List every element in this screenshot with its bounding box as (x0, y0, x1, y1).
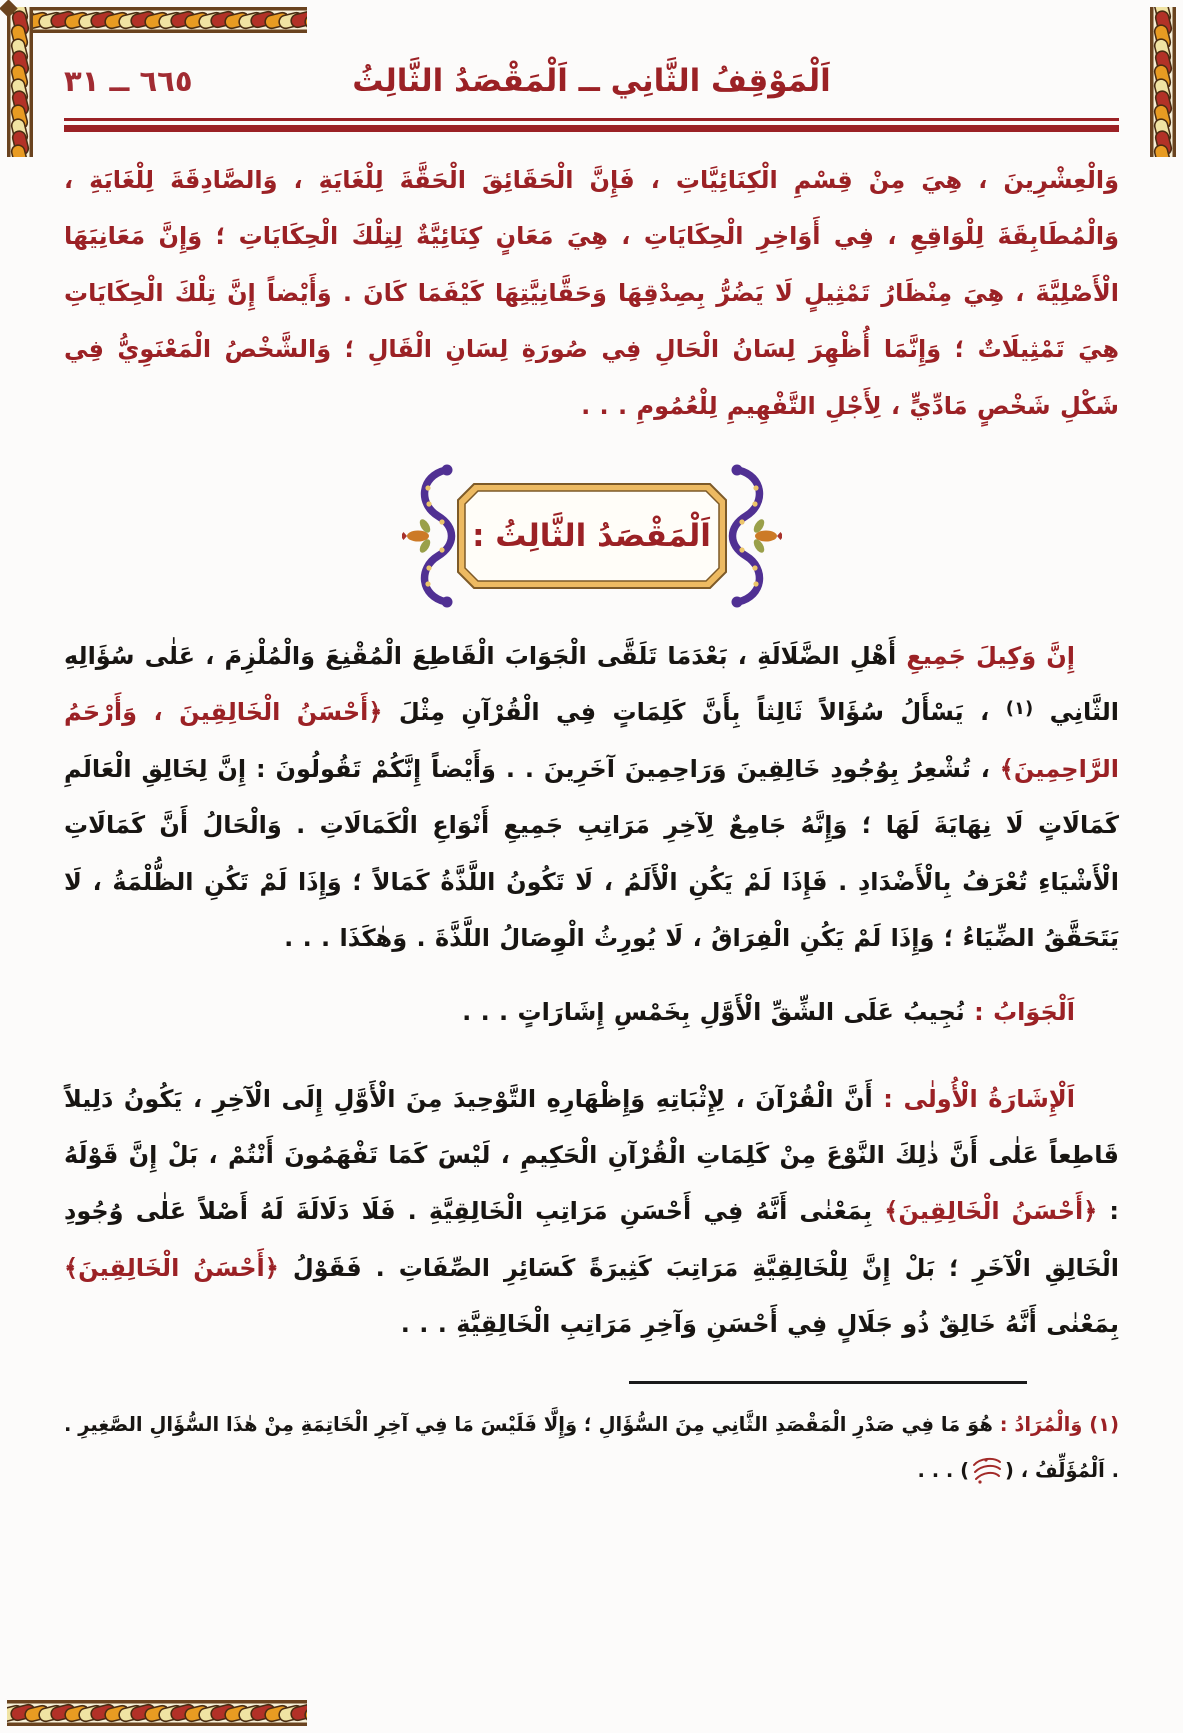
quran-quote: ﴿أَحْسَنُ الْخَالِقِينَ﴾ (884, 1197, 1098, 1226)
question-part2: ، يَسْأَلُ سُؤَالاً ثَالِثاً بِأَنَّ كَلِمَاتٍ فِي الْقُرْآنِ مِثْلَ (382, 698, 1006, 727)
page-numbers: ٦٦٥ ــ ٣١ (64, 64, 193, 98)
page-header (64, 56, 1119, 106)
border-bottom-chain (7, 1700, 307, 1726)
section-title-box (456, 482, 728, 590)
question-paragraph (64, 628, 1119, 966)
isharah-paragraph (64, 1071, 1119, 1353)
author-seal-icon (970, 1455, 1004, 1485)
question-part3: ، تُشْعِرُ بِوُجُودِ خَالِقِينَ وَرَاحِمِينَ آخَرِينَ . . وَأَيْضاً إِنَّكُمْ تَقُولُونَ : إِنَّ لِخَالِقِ الْعَالَمِ كَمَالَاتٍ لَا نِهَايَةَ لَهَا ؛ وَإِنَّهُ جَامِعٌ لِآخِرِ مَرَاتِبِ جَمِيعِ أَنْوَاعِ الْكَمَالَاتِ . وَالْحَالُ أَنَّ كَمَالَاتِ الْأَشْيَاءِ تُعْرَفُ بِالْأَضْدَادِ . فَإِذَا لَمْ يَكُنِ الْأَلَمُ ، لَا تَكُونُ اللَّذَّةُ كَمَالاً ؛ وَإِذَا لَمْ تَكُنِ الظُّلْمَةُ ، لَا يَتَحَقَّقُ الضِّيَاءُ ؛ وَإِذَا لَمْ يَكُنِ الْفِرَاقُ ، لَا يُورِثُ الْوِصَالُ اللَّذَّةَ . وَهٰكَذَا . . . (64, 754, 1119, 952)
floral-flourish-icon (718, 460, 782, 612)
header-rule-thick (64, 125, 1119, 132)
running-title: اَلْمَوْقِفُ الثَّانِي ــ اَلْمَقْصَدُ الثَّالِثُ (352, 63, 831, 99)
answer-line (64, 984, 1119, 1040)
footnote-paragraph (64, 1402, 1119, 1496)
intro-paragraph: وَالْعِشْرِينَ ، هِيَ مِنْ قِسْمِ الْكِنَائِيَّاتِ ، فَإِنَّ الْحَقَائِقَ الْحَقَّةَ لِلْغَايَةِ ، وَالصَّادِقَةَ لِلْغَايَةِ ، وَالْمُطَابِقَةَ لِلْوَاقِعِ ، فِي أَوَاخِرِ الْحِكَايَاتِ ، هِيَ مَعَانٍ كِنَائِيَّةٌ لِتِلْكَ الْحِكَايَاتِ ؛ وَإِنَّ مَعَانِيَهَا الْأَصْلِيَّةَ ، هِيَ مِنْظَارُ تَمْثِيلٍ لَا يَضُرُّ بِصِدْقِهَا وَحَقَّانِيَّتِهَا كَيْفَمَا كَانَ . وَأَيْضاً إِنَّ تِلْكَ الْحِكَايَاتِ هِيَ تَمْثِيلَاتٌ ؛ وَإِنَّمَا أُظْهِرَ لِسَانُ الْحَالِ فِي صُورَةِ لِسَانِ الْقَالِ ؛ وَالشَّخْصُ الْمَعْنَوِيُّ فِي شَكْلِ شَخْصٍ مَادِّيٍّ ، لِأَجْلِ التَّفْهِيمِ لِلْعُمُومِ . . . (64, 166, 1119, 420)
footnote-body: هُوَ مَا فِي صَدْرِ الْمَقْصَدِ الثَّانِي مِنَ السُّؤَالِ ؛ وَإِلَّا فَلَيْسَ مَا فِي آخِرِ الْخَاتِمَةِ مِنْ هٰذَا السُّؤَالِ الصَّغِيرِ . . اَلْمُؤَلِّفُ ، (64, 1412, 1119, 1483)
header-rule-thin (64, 118, 1119, 121)
quran-quote: ﴿أَحْسَنُ الْخَالِقِينَ﴾ (64, 1253, 279, 1282)
footnote-trailing: . . . (917, 1459, 961, 1483)
answer-text: نُجِيبُ عَلَى الشِّقِّ الْأَوَّلِ بِخَمْسِ إِشَارَاتٍ . . . (462, 998, 975, 1027)
question-lead: إِنَّ وَكِيلَ جَمِيعِ (906, 641, 1076, 670)
question-part1: أَهْلِ الضَّلَالَةِ ، بَعْدَمَا تَلَقَّى الْجَوَابَ الْقَاطِعَ الْمُقْنِعَ وَالْمُلْزِمَ ، عَلٰى سُؤَالِهِ الثَّانِي (64, 641, 1120, 727)
footnote-ref-marker: (١) (1005, 698, 1034, 720)
isharah-part1: أَنَّ الْقُرْآنَ ، لِإِثْبَاتِهِ وَإِظْهَارِهِ التَّوْحِيدَ مِنَ الْأَوَّلِ إِلَى الْآخِرِ ، يَكُونُ دَلِيلاً قَاطِعاً عَلٰى أَنَّ ذٰلِكَ النَّوْعَ مِنْ كَلِمَاتِ الْقُرْآنِ الْحَكِيمِ ، لَيْسَ كَمَا تَفْهَمُونَ أَنْتُمْ ، بَلْ إِنَّ قَوْلَهُ : (64, 1084, 1119, 1226)
quran-quote: ﴿أَحْسَنُ الْخَالِقِينَ ، وَأَرْحَمُ الرَّاحِمِينَ﴾ (64, 698, 1119, 783)
isharah-part3: بِمَعْنٰى أَنَّهُ خَالِقٌ ذُو جَلَالٍ فِي أَحْسَنِ وَآخِرِ مَرَاتِبِ الْخَالِقِيَّةِ . . . (400, 1310, 1119, 1339)
footnote-separator (629, 1381, 1027, 1384)
section-title-ornament (372, 456, 812, 616)
section-title: اَلْمَقْصَدُ الثَّالِثُ : (472, 517, 711, 554)
isharah-label: اَلْإِشَارَةُ الْأُولٰى : (883, 1084, 1076, 1113)
answer-label: اَلْجَوَابُ : (974, 998, 1075, 1027)
footnote-label: وَالْمُرَادُ : (999, 1412, 1083, 1436)
footnote-paren-open: ( (1005, 1459, 1014, 1483)
footnote-marker: (١) (1082, 1412, 1119, 1436)
footnote-paren-close: ) (960, 1459, 970, 1483)
isharah-part2: بِمَعْنٰى أَنَّهُ فِي أَحْسَنِ مَرَاتِبِ الْخَالِقِيَّةِ . فَلَا دَلَالَةَ لَهُ أَصْلاً عَلٰى وُجُودِ الْخَالِقِ الْآخَرِ ؛ بَلْ إِنَّ لِلْخَالِقِيَّةِ مَرَاتِبَ كَثِيرَةً كَسَائِرِ الصِّفَاتِ . فَقَوْلُ (64, 1197, 1119, 1282)
